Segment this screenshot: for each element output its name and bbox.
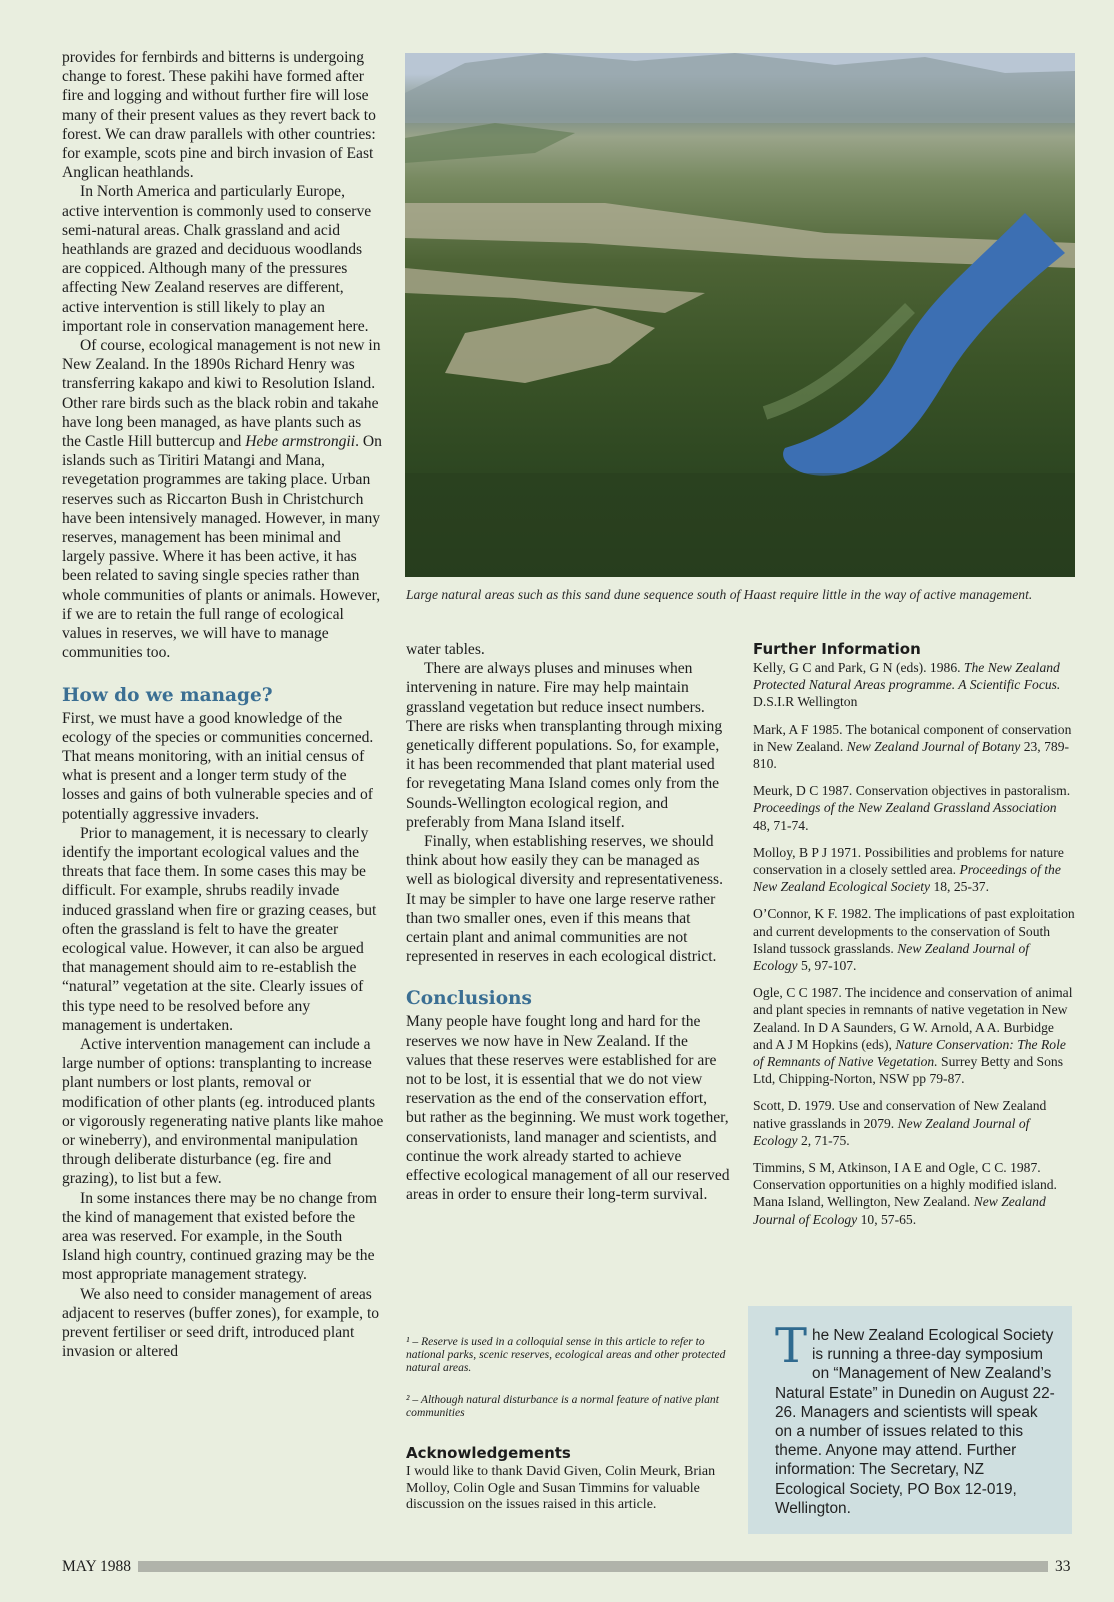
paragraph: In some instances there may be no change from the kind of management that existed before the area was reserved. For example, in the South Island high country, continued grazing may be the most appropriate management strategy. <box>62 1189 378 1284</box>
page-number: 33 <box>1055 1558 1071 1575</box>
reference: Kelly, G C and Park, G N (eds). 1986. The New Zealand Protected Natural Areas programme. A Scientific Focus. D.S.I.R Wellington <box>753 660 1061 710</box>
text-run: . On islands such as Tiritiri Matangi and Mana, revegetation programmes are taking place. Urban reserves such as Riccarton Bush in Christchurch have been intensively managed. However, in many reserves, management has been minimal and largely passive. Where it has been active, it has been related to saving single species rather than whole communities of plants or animals. However, if we are to retain the full range of ecological values in reserves, we will have to manage communities too. <box>62 433 382 662</box>
reference: O’Connor, K F. 1982. The implications of past exploitation and current developments to the conservation of South Island tussock grasslands. New Zealand Journal of Ecology 5, 97-107. <box>753 906 1075 974</box>
footnote: ¹ – Reserve is used in a colloquial sense in this article to refer to national parks, scenic reserves, ecological areas and other protected natural areas. <box>406 1335 726 1375</box>
reference: Scott, D. 1979. Use and conservation of New Zealand native grasslands in 2079. New Zealand Journal of Ecology 2, 71-75. <box>753 1098 1047 1148</box>
section-heading: Conclusions <box>406 988 532 1010</box>
footer-rule <box>138 1561 1048 1572</box>
paragraph: water tables. <box>406 641 485 658</box>
acknowledgements <box>406 1444 730 1514</box>
paragraph: Prior to management, it is necessary to clearly identify the important ecological values and the threats that face them. In some cases this may be difficult. For example, shrubs readily invade induced grassland when fire or grazing ceases, but often the grassland is felt to have the greater ecological value. However, it can also be argued that management should aim to re-establish the “natural” vegetation at the site. Clearly issues of this type need to be resolved before any management is undertaken. <box>62 824 377 1034</box>
footnotes <box>406 1335 730 1419</box>
reference: Meurk, D C 1987. Conservation objectives in pastoralism. Proceedings of the New Zealand Grassland Association 48, 71-74. <box>753 783 1071 833</box>
paragraph: Many people have fought long and hard for the reserves we now have in New Zealand. If the values that these reserves were established for are not to be lost, it is essential that we do not view reservation as the end of the conservation effort, but rather as the beginning. We must work together, conservationists, land manager and scientists, and continue the work already started to achieve effective ecological management of all our reserved areas in order to ensure their long-term survival. <box>406 1013 730 1204</box>
drop-cap: T <box>775 1318 808 1374</box>
column-left <box>62 48 384 1361</box>
section-heading: How do we manage? <box>62 684 273 706</box>
photo-caption: Large natural areas such as this sand dune sequence south of Haast require little in the way of active management. <box>406 587 1033 602</box>
photo-landscape <box>405 53 1075 577</box>
paragraph: We also need to consider management of areas adjacent to reserves (buffer zones), for example, to prevent fertiliser or seed drift, introduced plant invasion or altered <box>62 1285 380 1361</box>
column-middle <box>406 640 730 1204</box>
acknowledgements-heading: Acknowledgements <box>406 1444 571 1462</box>
reference: Molloy, B P J 1971. Possibilities and problems for nature conservation in a closely settled area. Proceedings of the New Zealand Ecological Society 18, 25-37. <box>753 844 1064 895</box>
issue-date: MAY 1988 <box>62 1558 132 1575</box>
aerial-photo <box>405 53 1075 577</box>
reference: Ogle, C C 1987. The incidence and conservation of animal and plant species in remnants of native vegetation in New Zealand. In D A Saunders, G W. Arnold, A A. Burbidge and A J M Hopkins (eds), Nature Conservation: The Role of Remnants of Native Vegetation. Surrey Betty and Sons Ltd, Chipping-Norton, NSW pp 79-87. <box>753 985 1073 1087</box>
symposium-notice <box>748 1306 1072 1534</box>
further-information <box>753 640 1075 1238</box>
notice-text: he New Zealand Ecological Society is running a three-day symposium on “Management of New Zealand’s Natural Estate” in Dunedin on August 22-26. Managers and scientists will speak on a number of issues related to this theme. Anyone may attend. Further information: The Secretary, NZ Ecological Society, PO Box 12-019, Wellington. <box>775 1327 1055 1517</box>
paragraph: First, we must have a good knowledge of the ecology of the species or communities concerned. That means monitoring, with an initial census of what is present and a longer term study of the losses and gains of both vulnerable species and of potentially aggressive invaders. <box>62 709 374 823</box>
paragraph: provides for fernbirds and bitterns is undergoing change to forest. These pakihi have formed after fire and logging and without further fire will lose many of their present values as they revert back to forest. We can draw parallels with other countries: for example, scots pine and birch invasion of East Anglican heathlands. <box>62 49 376 182</box>
paragraph: In North America and particularly Europe, active intervention is commonly used to conserve semi-natural areas. Chalk grassland and acid heathlands are grazed and deciduous woodlands are coppiced. Although many of the pressures affecting New Zealand reserves are different, active intervention is still likely to play an important role in conservation management here. <box>62 183 372 335</box>
species-name: Hebe armstrongii <box>245 433 356 451</box>
acknowledgements-text: I would like to thank David Given, Colin Meurk, Brian Molloy, Colin Ogle and Susan Timmins for valuable discussion on the issues raised in this article. <box>406 1464 716 1513</box>
text-run: Of course, ecological management is not new in New Zealand. In the 1890s Richard Henry was transferring kakapo and kiwi to Resolution Island. Other rare birds such as the black robin and takahe have long been managed, as have plants such as the Castle Hill buttercup and <box>62 337 381 451</box>
paragraph: Finally, when establishing reserves, we should think about how easily they can be managed as well as biological diversity and representativeness. It may be simpler to have one large reserve rather than two smaller ones, even if this means that certain plant and animal communities are not represented in reserves in each ecological district. <box>406 833 723 966</box>
reference: Mark, A F 1985. The botanical component of conservation in New Zealand. New Zealand Journal of Botany 23, 789-810. <box>753 721 1072 772</box>
reference: Timmins, S M, Atkinson, I A E and Ogle, C C. 1987. Conservation opportunities on a highly modified island. Mana Island, Wellington, New Zealand. New Zealand Journal of Ecology 10, 57-65. <box>753 1160 1057 1227</box>
paragraph: There are always pluses and minuses when intervening in nature. Fire may help maintain grassland vegetation but reduce insect numbers. There are risks when transplanting through mixing genetically different populations. So, for example, it has been recommended that plant material used for revegetating Mana Island comes only from the Sounds-Wellington ecological region, and preferably from Mana Island itself. <box>406 660 723 831</box>
paragraph: Active intervention management can include a large number of options: transplanting to increase plant numbers or lost plants, removal or modification of other plants (eg. introduced plants or vigorously regenerating native plants like mahoe or wineberry), and environmental manipulation through deliberate disturbance (eg. fire and grazing), to list but a few. <box>62 1035 384 1188</box>
further-information-heading: Further Information <box>753 640 921 658</box>
footnote: ² – Although natural disturbance is a normal feature of native plant communities <box>406 1392 719 1419</box>
paragraph <box>62 336 384 662</box>
